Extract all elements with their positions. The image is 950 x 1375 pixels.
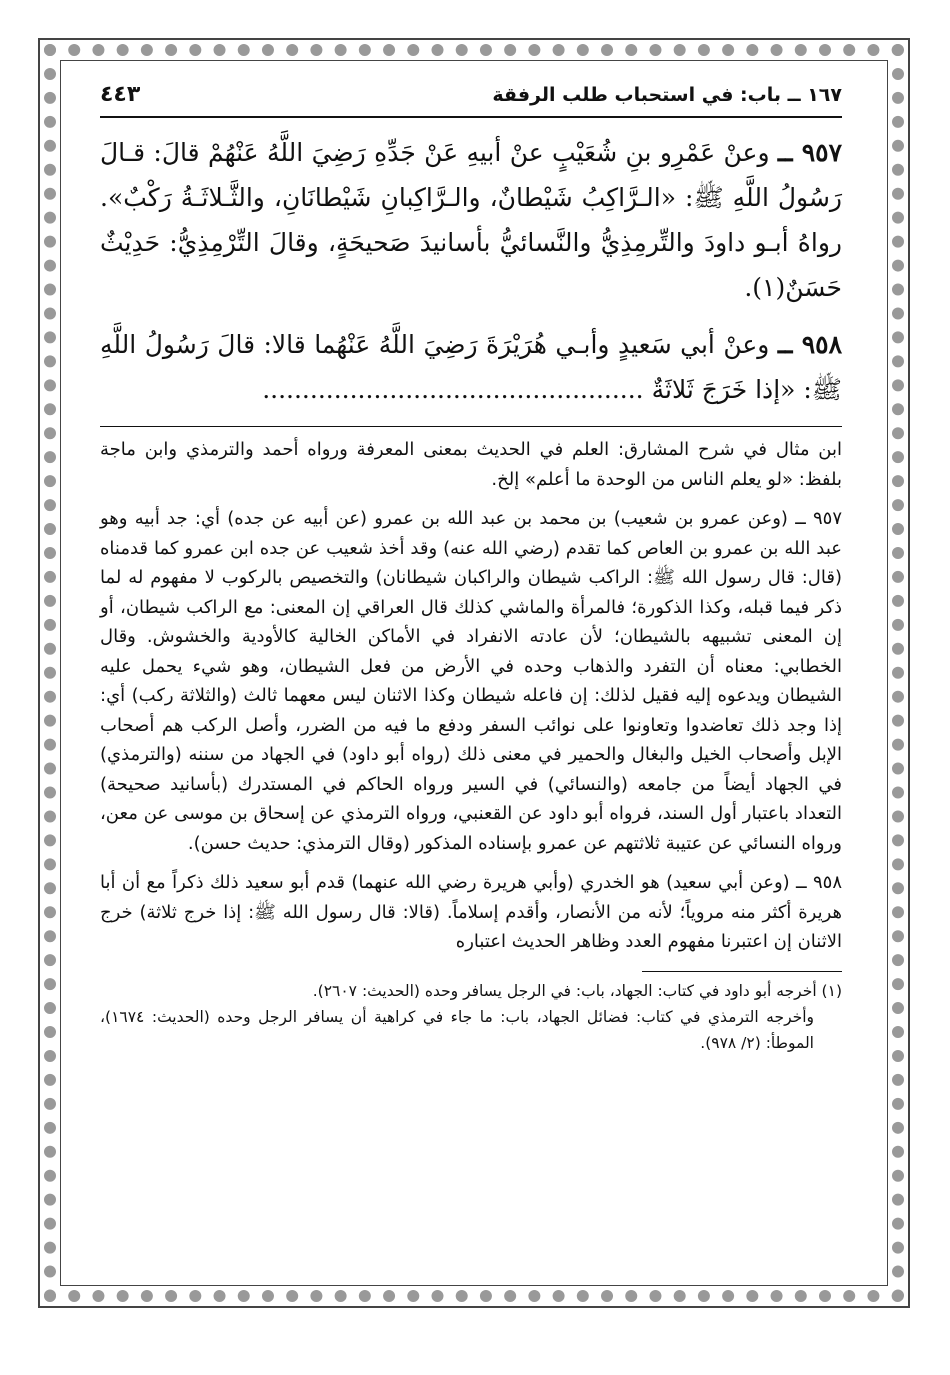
page-number: ٤٤٣ (100, 82, 141, 107)
running-head: ١٦٧ ــ باب: في استحباب طلب الرفقة (492, 84, 842, 106)
footnote: وأخرجه الترمذي في كتاب: فضائل الجهاد، باب: ما جاء في كراهية أن يسافر الرجل وحده (الحديث: ١٦٧٤)، الموطأ: (٢/ ٩٧٨). (100, 1007, 814, 1052)
text-commentary-divider (100, 426, 842, 427)
footnote: (١) أخرجه أبو داود في كتاب: الجهاد، باب: في الرجل يسافر وحده (الحديث: ٢٦٠٧). (312, 981, 842, 1000)
footnote-divider (642, 971, 842, 972)
commentary-paragraph: ابن مثال في شرح المشارق: العلم في الحديث بمعنى المعرفة ورواه أحمد والترمذي وابن ماجة بلفظ: «لو يعلم الناس من الوحدة ما أعلم» إلخ. (100, 439, 842, 490)
page-content (100, 78, 842, 1056)
hadith-number: ٩٥٧ ــ (777, 138, 843, 167)
page-header (100, 78, 842, 118)
hadith-text: وعنْ عَمْرِو بنِ شُعَيْبٍ عنْ أبيهِ عَنْ جَدِّهِ رَضِيَ اللَّهُ عَنْهُمْ قالَ: قـالَ رَسُولُ اللَّهِ ﷺ: «الـرَّاكِبُ شَيْطانٌ، والـرَّاكِبانِ شَيْطانَانِ، والثَّـلاثَـةُ رَكْبٌ». رواهُ أبـو داودَ والتِّرمِذِيُّ والنَّسائيُّ بأسانيدَ صَحيحَةٍ، وقالَ التِّرْمِذِيُّ: حَدِيْثٌ حَسَنٌ(١). (100, 138, 842, 302)
continuation-dots: ................................................ (262, 375, 644, 404)
hadith-text: وعنْ أبي سَعيدٍ وأبـي هُرَيْرَةَ رَضِيَ اللَّهُ عَنْهُما قالا: قالَ رَسُولُ اللَّهِ ﷺ: «إذا خَرَجَ ثَلاثَةٌ (100, 330, 842, 404)
hadith-958 (100, 322, 842, 412)
commentary-paragraph: ٩٥٨ ــ (وعن أبي سعيد) هو الخدري (وأبي هريرة رضي الله عنهما) قدم أبو سعيد ذلك ذكراً مع أن أبا هريرة أكثر منه مروياً؛ لأنه من الأنصار، وأقدم إسلاماً. (قالا: قال رسول الله ﷺ: إذا خرج ثلاثة) خرج الاثنان إن اعتبرنا مفهوم العدد وظاهر الحديث اعتباره (100, 872, 842, 952)
hadith-957 (100, 130, 842, 310)
hadith-number: ٩٥٨ ــ (777, 330, 843, 359)
commentary-paragraph: ٩٥٧ ــ (وعن عمرو بن شعيب) بن محمد بن عبد الله بن عمرو (عن أبيه عن جده) أي: جد أبيه وهو عبد الله بن عمرو بن العاص كما تقدم (رضي الله عنه) وقد أخذ شعيب عن جده ابن عمرو كما قدمناه (قال: قال رسول الله ﷺ: الراكب شيطان والراكبان شيطانان) والتخصيص بالركوب لا مفهوم له لما ذكر فيما قبله، وكذا الذكورة؛ فالمرأة والماشي كذلك قال العراقي إن المعنى: مع الراكب شيطان، أو إن المعنى تشبيهه بالشيطان؛ لأن عادته الانفراد في الأماكن الخالية كالأودية والخشوش. وقال الخطابي: معناه أن التفرد والذهاب وحده في الأرض من فعل الشيطان، وهو شيء يحمل عليه الشيطان ويدعوه إليه فقيل لذلك: إن فاعله شيطان وكذا الاثنان ليس معهما ثالث (والثلاثة ركب) أي: إذا وجد ذلك تعاضدوا وتعاونوا على نوائب السفر ودفع ما فيه من الضرر، وأصل الركب هم أصحاب الإبل وأصحاب الخيل والبغال والحمير في معنى ذلك (رواه أبو داود) في الجهاد من سننه (والترمذي) في الجهاد أيضاً من جامعه (والنسائي) في السير ورواه الحاكم في المستدرك (بأسانيد صحيحة) التعداد باعتبار أول السند، فرواه أبو داود عن القعنبي، ورواه الترمذي عن إسحاق بن موسى عن معن، ورواه النسائي عن عتيبة ثلاثتهم عن عمرو بإسناده المذكور (وقال الترمذي: حديث حسن). (100, 508, 842, 854)
